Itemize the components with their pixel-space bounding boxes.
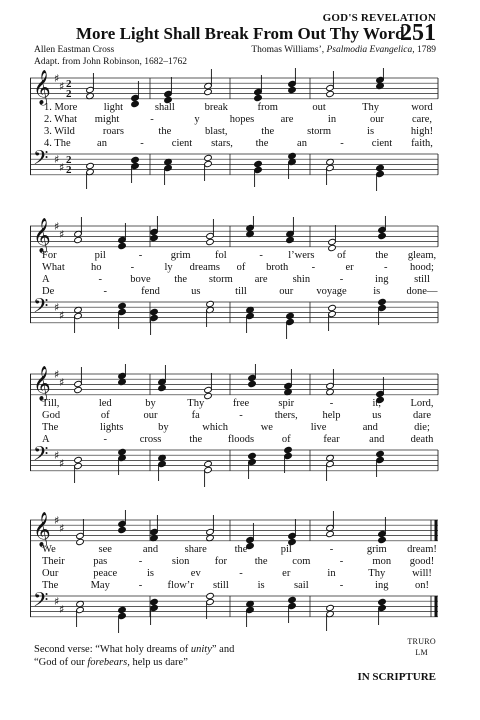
lyric-syllable: Our — [42, 568, 59, 579]
lyric-syllable: ev — [190, 568, 201, 579]
lyric-syllable: grim — [366, 544, 387, 555]
lyric-syllable: we — [260, 422, 273, 433]
key-signature-sharp-icon: ♯ — [54, 368, 60, 381]
treble-note — [286, 236, 295, 243]
lyric-syllable: fend — [141, 286, 160, 297]
key-signature-sharp-icon: ♯ — [54, 595, 60, 608]
lyric-syllable: - — [311, 262, 316, 273]
lyric-syllable: and — [369, 434, 385, 445]
lyric-syllable: - — [138, 556, 143, 567]
lyric-syllable: - — [103, 286, 107, 297]
treble-note — [288, 86, 297, 93]
lyric-syllable: grim — [170, 250, 191, 261]
lyric-syllable: death — [410, 434, 434, 445]
lyric-syllable: lights — [100, 422, 124, 433]
music-system-4 — [30, 510, 440, 634]
lyric-syllable: dream! — [407, 544, 437, 555]
lyric-line — [30, 126, 440, 138]
key-signature-sharp-icon: ♯ — [54, 301, 60, 314]
lyric-syllable: fear — [323, 434, 340, 445]
treble-note — [326, 530, 335, 537]
lyric-line — [30, 422, 440, 434]
lyric-syllable: - — [339, 580, 344, 591]
lyric-syllable: it, — [372, 398, 381, 409]
lyric-syllable: the — [234, 544, 248, 555]
time-signature-digit: 2 — [66, 164, 72, 176]
key-signature-sharp-icon: ♯ — [54, 72, 60, 85]
lyric-syllable: The — [42, 580, 59, 591]
key-signature-sharp-icon: ♯ — [59, 522, 65, 535]
lyric-syllable: us — [191, 286, 201, 297]
lyric-syllable: which — [202, 422, 228, 433]
bass-note — [286, 312, 295, 319]
lyric-line — [30, 544, 440, 556]
lyric-line — [30, 286, 440, 298]
lyric-syllable: Thy — [368, 568, 386, 579]
treble-note — [206, 238, 215, 245]
key-signature-sharp-icon: ♯ — [59, 161, 65, 174]
lyric-syllable: the — [189, 434, 203, 445]
lyric-syllable: might — [94, 114, 120, 125]
music-credit-source: Psalmodia Evangelica, — [326, 45, 415, 55]
treble-note — [118, 526, 127, 533]
lyric-syllable: - — [98, 274, 102, 285]
lyric-syllable: the — [158, 126, 172, 137]
lyric-syllable: and — [142, 544, 159, 555]
bass-note — [150, 598, 159, 605]
lyric-syllable: broth — [266, 262, 289, 273]
lyric-syllable: ing — [375, 580, 389, 591]
lyric-syllable: pil — [280, 544, 292, 555]
lyric-syllable: y — [194, 114, 200, 125]
key-signature-sharp-icon: ♯ — [59, 457, 65, 470]
key-signature-sharp-icon: ♯ — [59, 309, 65, 322]
lyric-syllable: die; — [414, 422, 430, 433]
lyric-syllable: the — [375, 250, 389, 261]
lyric-syllable: - — [329, 544, 334, 555]
lyric-syllable: storm — [307, 126, 332, 137]
lyric-syllable: care, — [411, 114, 433, 125]
treble-note — [326, 90, 335, 97]
time-signature-digit: 2 — [66, 154, 72, 166]
lyric-syllable: - — [239, 410, 243, 421]
lyric-syllable: Till, — [42, 398, 60, 409]
lyric-line — [30, 410, 440, 422]
bass-note — [131, 156, 140, 163]
bass-clef-icon: 𝄢 — [33, 442, 49, 470]
lyric-syllable: is — [257, 580, 265, 591]
tune-info — [407, 636, 436, 658]
bass-note — [326, 604, 335, 611]
lyric-syllable: pil — [94, 250, 106, 261]
lyric-syllable: the — [261, 126, 275, 137]
treble-note — [158, 384, 167, 391]
treble-note — [254, 94, 263, 101]
lyric-syllable: 3. Wild — [44, 126, 75, 137]
lyric-syllable: - — [340, 138, 344, 149]
lyric-syllable: faith, — [411, 138, 433, 149]
treble-note — [248, 380, 257, 387]
lyric-syllable: word — [411, 102, 433, 113]
lyric-line — [30, 138, 440, 150]
lyrics-block — [30, 544, 440, 592]
bass-note — [284, 446, 293, 453]
lyric-syllable: - — [140, 138, 144, 149]
lyric-line — [30, 434, 440, 446]
treble-note — [74, 386, 83, 393]
lyric-syllable: see — [98, 544, 112, 555]
lyric-syllable: - — [150, 114, 154, 125]
lyric-syllable: the — [174, 274, 188, 285]
lyric-syllable: com — [292, 556, 311, 567]
words-credit: Allen Eastman Cross — [34, 45, 115, 55]
lyric-syllable: hood; — [410, 262, 434, 273]
lyrics-block — [30, 102, 440, 150]
lyric-syllable: an — [297, 138, 307, 149]
bass-note — [86, 162, 95, 169]
music-credit — [251, 45, 436, 55]
key-signature-sharp-icon: ♯ — [59, 228, 65, 241]
footnote-line-2: “God of our forebears, help us dare” — [34, 657, 188, 668]
lyric-syllable: er — [282, 568, 291, 579]
lyric-syllable: light — [103, 102, 124, 113]
tune-meter: LM — [415, 648, 428, 657]
treble-clef-icon: 𝄞 — [33, 366, 51, 401]
lyric-syllable: pas — [93, 556, 108, 567]
bass-note — [118, 302, 127, 309]
treble-note — [118, 242, 127, 249]
lyric-syllable: fa — [191, 410, 200, 421]
lyric-syllable: 4. The — [44, 138, 71, 149]
lyric-syllable: thers, — [274, 410, 298, 421]
lyric-syllable: er — [345, 262, 354, 273]
music-system-1 — [30, 68, 440, 218]
lyric-syllable: Their — [42, 556, 65, 567]
treble-clef-icon: 𝄞 — [33, 218, 51, 253]
lyric-syllable: are — [280, 114, 294, 125]
lyric-syllable: our — [279, 286, 294, 297]
lyric-syllable: cient — [371, 138, 393, 149]
treble-note — [378, 232, 387, 239]
lyric-syllable: fol — [215, 250, 227, 261]
lyric-syllable: - — [130, 262, 135, 273]
lyric-syllable: 2. What — [44, 114, 78, 125]
lyric-syllable: for — [214, 556, 227, 567]
lyric-syllable: from — [257, 102, 278, 113]
footnote — [34, 643, 234, 669]
lyric-syllable: good! — [409, 556, 435, 567]
lyric-syllable: still — [414, 274, 430, 285]
lyric-line — [30, 568, 440, 580]
lyric-syllable: voyage — [316, 286, 347, 297]
bass-note — [206, 592, 215, 599]
lyric-line — [30, 274, 440, 286]
treble-note — [378, 536, 387, 543]
bass-note — [204, 460, 213, 467]
lyric-syllable: mon — [372, 556, 392, 567]
time-signature-digit: 2 — [66, 78, 72, 90]
lyric-syllable: free — [232, 398, 250, 409]
treble-note — [74, 236, 83, 243]
bass-note — [288, 596, 297, 603]
lyric-syllable: ho — [90, 262, 102, 273]
lyric-syllable: peace — [93, 568, 118, 579]
treble-clef-icon: 𝄞 — [33, 70, 51, 105]
lyric-syllable: and — [362, 422, 378, 433]
lyric-syllable: cross — [139, 434, 162, 445]
lyric-syllable: stars, — [211, 138, 233, 149]
bass-note — [206, 300, 215, 307]
lyric-syllable: is — [367, 126, 375, 137]
lyric-syllable: the — [255, 138, 269, 149]
lyric-syllable: out — [312, 102, 326, 113]
lyric-line — [30, 580, 440, 592]
lyric-syllable: God — [42, 410, 61, 421]
key-signature-sharp-icon: ♯ — [59, 80, 65, 93]
lyric-syllable: - — [259, 250, 263, 261]
lyric-syllable: help — [322, 410, 341, 421]
lyric-syllable: of — [281, 434, 291, 445]
bass-clef-icon: 𝄢 — [33, 588, 49, 616]
lyric-syllable: - — [384, 262, 388, 273]
music-credit-year: 1789 — [417, 45, 436, 55]
lyric-syllable: shin — [292, 274, 311, 285]
lyric-syllable: our — [143, 410, 158, 421]
lyric-syllable: - — [329, 398, 334, 409]
lyric-syllable: will! — [412, 568, 432, 579]
lyric-syllable: break — [204, 102, 228, 113]
lyric-syllable: in — [327, 114, 337, 125]
lyric-syllable: cient — [171, 138, 193, 149]
lyric-syllable: sion — [171, 556, 190, 567]
lyrics-block — [30, 250, 440, 298]
lyric-syllable: high! — [410, 126, 434, 137]
key-signature-sharp-icon: ♯ — [54, 449, 60, 462]
lyric-syllable: We — [42, 544, 56, 555]
key-signature-sharp-icon: ♯ — [59, 376, 65, 389]
lyric-syllable: The — [42, 422, 59, 433]
music-system-3 — [30, 364, 440, 514]
bass-note — [254, 160, 263, 167]
lyric-syllable: Thy — [187, 398, 205, 409]
lyric-line — [30, 398, 440, 410]
lyric-syllable: ing — [375, 274, 389, 285]
lyric-syllable: are — [254, 274, 268, 285]
lyric-syllable: Lord, — [410, 398, 434, 409]
bass-clef-icon: 𝄢 — [33, 294, 49, 322]
lyric-syllable: in — [327, 568, 336, 579]
lyric-syllable: - — [339, 274, 344, 285]
lyric-syllable: - — [239, 568, 243, 579]
lyrics-block — [30, 398, 440, 446]
lyric-syllable: hopes — [229, 114, 255, 125]
lyric-syllable: 1. More — [44, 102, 78, 113]
lyric-syllable: us — [372, 410, 382, 421]
bass-note — [378, 598, 387, 605]
key-signature-sharp-icon: ♯ — [54, 220, 60, 233]
bass-note — [248, 452, 257, 459]
lyric-syllable: an — [97, 138, 107, 149]
lyric-syllable: A — [42, 274, 50, 285]
lyric-line — [30, 556, 440, 568]
bass-note — [118, 606, 127, 613]
key-signature-sharp-icon: ♯ — [54, 514, 60, 527]
lyric-syllable: gleam, — [407, 250, 437, 261]
lyric-syllable: A — [42, 434, 50, 445]
footnote-line-1: Second verse: “What holy dreams of unity” and — [34, 644, 235, 655]
lyric-syllable: on! — [415, 580, 429, 591]
music-system-2 — [30, 216, 440, 366]
lyric-syllable: of — [236, 262, 246, 273]
lyric-syllable: of — [337, 250, 346, 261]
hymn-title: More Light Shall Break From Out Thy Word — [76, 24, 405, 43]
lyric-syllable: May — [90, 580, 110, 591]
bass-note — [376, 164, 385, 171]
lyric-line — [30, 102, 440, 114]
bass-note — [288, 152, 297, 159]
lyric-syllable: flow’r — [167, 580, 194, 591]
lyric-syllable: For — [42, 250, 57, 261]
lyric-syllable: of — [100, 410, 110, 421]
lyric-syllable: done— — [406, 286, 438, 297]
lyric-syllable: ly — [164, 262, 173, 273]
key-signature-sharp-icon: ♯ — [54, 153, 60, 166]
section-label: GOD'S REVELATION — [322, 12, 436, 24]
lyric-syllable: sail — [294, 580, 309, 591]
bass-note — [74, 456, 83, 463]
category-label: IN SCRIPTURE — [357, 671, 436, 683]
lyric-syllable: - — [339, 556, 344, 567]
lyric-syllable: What — [42, 262, 65, 273]
treble-clef-icon: 𝄞 — [33, 512, 51, 547]
key-signature-sharp-icon: ♯ — [59, 603, 65, 616]
lyric-syllable: led — [98, 398, 112, 409]
lyric-syllable: - — [138, 250, 143, 261]
lyric-syllable: by — [145, 398, 156, 409]
lyric-syllable: live — [310, 422, 327, 433]
lyric-syllable: is — [146, 568, 155, 579]
tune-name: TRURO — [407, 637, 436, 646]
bass-note — [376, 450, 385, 457]
adaptation-credit: Adapt. from John Robinson, 1682–1762 — [34, 57, 188, 67]
music-credit-prefix: Thomas Williams’, — [251, 45, 325, 55]
time-signature-digit: 2 — [66, 88, 72, 100]
bass-clef-icon: 𝄢 — [33, 146, 49, 174]
lyric-line — [30, 250, 440, 262]
bass-note — [378, 298, 387, 305]
lyric-syllable: - — [138, 580, 143, 591]
lyric-syllable: l’wers — [288, 250, 315, 261]
lyric-syllable: roars — [102, 126, 124, 137]
lyric-syllable: bove — [130, 274, 151, 285]
lyric-syllable: - — [103, 434, 107, 445]
lyric-syllable: share — [184, 544, 207, 555]
bass-note — [204, 154, 213, 161]
bass-note — [150, 308, 159, 315]
lyric-syllable: the — [254, 556, 268, 567]
lyric-syllable: by — [158, 422, 169, 433]
bass-note — [328, 304, 337, 311]
lyric-syllable: De — [42, 286, 55, 297]
lyric-syllable: is — [373, 286, 381, 297]
treble-note — [204, 88, 213, 95]
hymn-number: 251 — [400, 20, 436, 46]
treble-note — [150, 234, 159, 241]
lyric-syllable: storm — [208, 274, 233, 285]
lyric-syllable: dreams — [189, 262, 220, 273]
lyric-syllable: floods — [227, 434, 255, 445]
lyric-syllable: our — [370, 114, 384, 125]
lyric-syllable: spir — [278, 398, 295, 409]
lyric-line — [30, 262, 440, 274]
lyric-syllable: dare — [412, 410, 432, 421]
lyric-line — [30, 114, 440, 126]
lyric-syllable: Thy — [362, 102, 380, 113]
bass-note — [118, 448, 127, 455]
lyric-syllable: shall — [154, 102, 175, 113]
lyric-syllable: till — [235, 286, 247, 297]
lyric-syllable: blast, — [205, 126, 228, 137]
lyric-syllable: still — [212, 580, 229, 591]
